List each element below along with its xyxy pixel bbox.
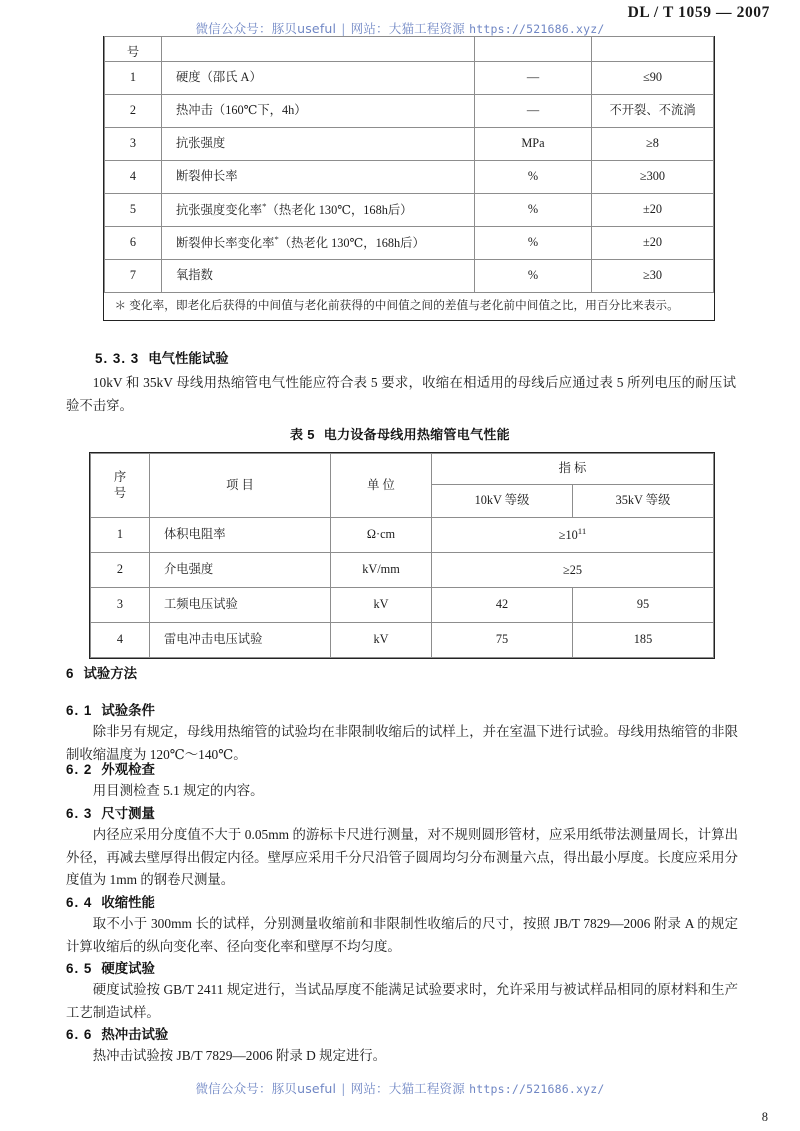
table-row (91, 623, 714, 658)
heading-6-5-number: 6. 5 (66, 961, 93, 976)
watermark-wechat-label: 微信公众号： (195, 1081, 272, 1096)
watermark-site-label: 网站： (350, 21, 389, 36)
heading-6-3 (66, 803, 155, 822)
table-4-container (103, 36, 715, 321)
table-5-caption-number: 表 5 (290, 427, 315, 442)
cell-item: 体积电阻率 (150, 518, 331, 553)
cell-unit: — (475, 95, 592, 128)
paragraph-6-3: 内径应采用分度值不大于 0.05mm 的游标卡尺进行测量，对不规则圆形管材，应采用纸带法测量周长，计算出外径，再减去壁厚得出假定内径。壁厚应采用千分尺沿管子圆周均匀分布测量六点，得出最小厚度。长度应采用分度值为 1mm 的钢卷尺测量。 (66, 827, 738, 887)
cell-unit: — (475, 62, 592, 95)
table4-footnote: ＊ 变化率，即老化后获得的中间值与老化前获得的中间值之间的差值与老化前中间值之比，用百分比来表示。 (105, 293, 714, 321)
paragraph-6-4: 取不小于 300mm 长的试样，分别测量收缩前和非限制性收缩后的尺寸，按照 JB/T 7829—2006 附录 A 的规定计算收缩后的纵向变化率、径向变化率和壁厚不均匀度。 (66, 916, 738, 954)
cell-no: 2 (105, 95, 162, 128)
cell-item-footnote-mark: * (274, 234, 279, 245)
cell-value-10kv: 75 (432, 623, 573, 658)
heading-6-3-title: 尺寸测量 (101, 807, 155, 822)
cell-value-10kv: 42 (432, 588, 573, 623)
watermark-wechat-label: 微信公众号： (195, 21, 272, 36)
watermark-bottom (0, 1079, 800, 1097)
table-5-caption (0, 424, 800, 443)
cell-unit: % (475, 194, 592, 227)
cell-value: ±20 (592, 194, 714, 227)
cell-unit: Ω·cm (331, 518, 432, 553)
cell-value: ≥30 (592, 260, 714, 293)
cell-value: ≥300 (592, 161, 714, 194)
cell-item (162, 227, 475, 260)
cell-value-exponent: 11 (577, 526, 587, 537)
cell-item-base: 抗张强度变化率 (176, 203, 263, 218)
cell-item: 介电强度 (150, 553, 331, 588)
cell-value: 不开裂、不流淌 (592, 95, 714, 128)
heading-6-4-title: 收缩性能 (101, 896, 155, 911)
cell-value: ±20 (592, 227, 714, 260)
heading-6-4 (66, 892, 155, 911)
table-row (105, 62, 714, 95)
watermark-wechat-name: 豚贝useful (271, 1081, 337, 1096)
table-row (105, 161, 714, 194)
cell-unit: % (475, 260, 592, 293)
cell-no: 5 (105, 194, 162, 227)
heading-6-title: 试验方法 (83, 667, 138, 682)
heading-6-1-number: 6. 1 (66, 703, 93, 718)
table5-header-unit: 单 位 (331, 454, 432, 518)
cell-value: ≥8 (592, 128, 714, 161)
watermark-site-name: 大猫工程资源 (388, 1081, 465, 1096)
paragraph-5-3-3: 10kV 和 35kV 母线用热缩管电气性能应符合表 5 要求，收缩在相适用的母线后应通过表 5 所列电压的耐压试验不击穿。 (66, 375, 736, 413)
heading-6-3-number: 6. 3 (66, 806, 93, 821)
cell-item: 热冲击（160℃下，4h） (162, 95, 475, 128)
table5-header-no-line1: 序 (113, 470, 127, 485)
heading-5-3-3-title: 电气性能试验 (148, 352, 229, 367)
table-row-note (105, 293, 714, 321)
table5-header-grade-10kv: 10kV 等级 (432, 485, 573, 518)
cell-item-tail: （热老化 130℃，168h后） (278, 236, 425, 251)
paragraph-6-1: 除非另有规定，母线用热缩管的试验均在非限制收缩后的试样上，并在室温下进行试验。母线用热缩管的非限制收缩温度为 120℃～140℃。 (66, 724, 738, 762)
table-row (105, 227, 714, 260)
cell-item: 氧指数 (162, 260, 475, 293)
cell-value: ≥25 (562, 563, 583, 578)
watermark-divider: | (341, 1081, 346, 1096)
cell-value-35kv: 185 (573, 623, 714, 658)
table-4 (104, 36, 714, 320)
heading-6-5 (66, 958, 155, 977)
heading-6-1 (66, 700, 155, 719)
heading-6-4-number: 6. 4 (66, 895, 93, 910)
page-number: 8 (761, 1110, 768, 1124)
cell-no: 1 (91, 518, 150, 553)
cell-item-footnote-mark: * (262, 201, 267, 212)
table-row (91, 518, 714, 553)
heading-6-2-title: 外观检查 (101, 763, 155, 778)
cell-unit: kV (331, 588, 432, 623)
table-row (91, 553, 714, 588)
table5-header-grade-35kv: 35kV 等级 (573, 485, 714, 518)
heading-5-3-3 (95, 348, 229, 367)
cell-no: 3 (105, 128, 162, 161)
heading-5-3-3-number: 5. 3. 3 (95, 351, 140, 366)
cell-item: 硬度（邵氏 A） (162, 62, 475, 95)
cell-no: 1 (105, 62, 162, 95)
cell-item-tail: （热老化 130℃，168h后） (266, 203, 413, 218)
heading-6-6-title: 热冲击试验 (101, 1028, 169, 1043)
table4-header-item (162, 37, 475, 62)
table-row-header (105, 37, 714, 62)
cell-item (162, 194, 475, 227)
table-5-container (89, 452, 715, 659)
cell-value: ≤90 (592, 62, 714, 95)
cell-item: 断裂伸长率 (162, 161, 475, 194)
table5-header-no (91, 454, 150, 518)
cell-unit: % (475, 227, 592, 260)
watermark-site-label: 网站： (350, 1081, 389, 1096)
cell-unit: MPa (475, 128, 592, 161)
cell-no: 7 (105, 260, 162, 293)
cell-no: 6 (105, 227, 162, 260)
table-row (105, 95, 714, 128)
table-row (105, 260, 714, 293)
cell-no: 2 (91, 553, 150, 588)
watermark-divider: | (341, 21, 346, 36)
cell-item: 抗张强度 (162, 128, 475, 161)
table-row-header (91, 454, 714, 485)
paragraph-6-5: 硬度试验按 GB/T 2411 规定进行，当试品厚度不能满足试验要求时，允许采用与被试样品相同的原材料和生产工艺制造试样。 (66, 982, 738, 1020)
watermark-url: https://521686.xyz/ (469, 1082, 605, 1096)
cell-item-base: 断裂伸长率变化率 (176, 236, 275, 251)
cell-value-35kv: 95 (573, 588, 714, 623)
table4-header-no: 号 (105, 37, 162, 62)
cell-unit: kV (331, 623, 432, 658)
heading-6 (66, 663, 137, 682)
watermark-site-name: 大猫工程资源 (388, 21, 465, 36)
watermark-url: https://521686.xyz/ (469, 22, 605, 36)
table5-header-item: 项 目 (150, 454, 331, 518)
table-row (91, 588, 714, 623)
cell-no: 4 (91, 623, 150, 658)
cell-value: ≥10 (558, 528, 578, 543)
cell-item: 工频电压试验 (150, 588, 331, 623)
heading-6-6 (66, 1024, 168, 1043)
cell-unit: % (475, 161, 592, 194)
cell-item: 雷电冲击电压试验 (150, 623, 331, 658)
table-5 (90, 453, 714, 658)
heading-6-5-title: 硬度试验 (101, 962, 155, 977)
table-row (105, 194, 714, 227)
table4-header-unit (475, 37, 592, 62)
paragraph-6-2: 用目测检查 5.1 规定的内容。 (92, 783, 264, 798)
cell-value-merged (432, 553, 714, 588)
table5-header-index: 指 标 (432, 454, 714, 485)
paragraph-6-6: 热冲击试验按 JB/T 7829—2006 附录 D 规定进行。 (92, 1048, 387, 1063)
watermark-top (0, 19, 800, 37)
cell-no: 4 (105, 161, 162, 194)
standard-number: DL / T 1059 — 2007 (627, 4, 770, 21)
cell-unit: kV/mm (331, 553, 432, 588)
watermark-wechat-name: 豚贝useful (271, 21, 337, 36)
heading-6-2 (66, 759, 155, 778)
cell-no: 3 (91, 588, 150, 623)
cell-value-merged (432, 518, 714, 553)
table5-header-no-line2: 号 (113, 485, 127, 500)
heading-6-6-number: 6. 6 (66, 1027, 93, 1042)
heading-6-2-number: 6. 2 (66, 762, 93, 777)
table-5-caption-title: 电力设备母线用热缩管电气性能 (323, 428, 510, 443)
heading-6-number: 6 (66, 666, 75, 681)
heading-6-1-title: 试验条件 (101, 704, 155, 719)
table4-header-value (592, 37, 714, 62)
table-row (105, 128, 714, 161)
